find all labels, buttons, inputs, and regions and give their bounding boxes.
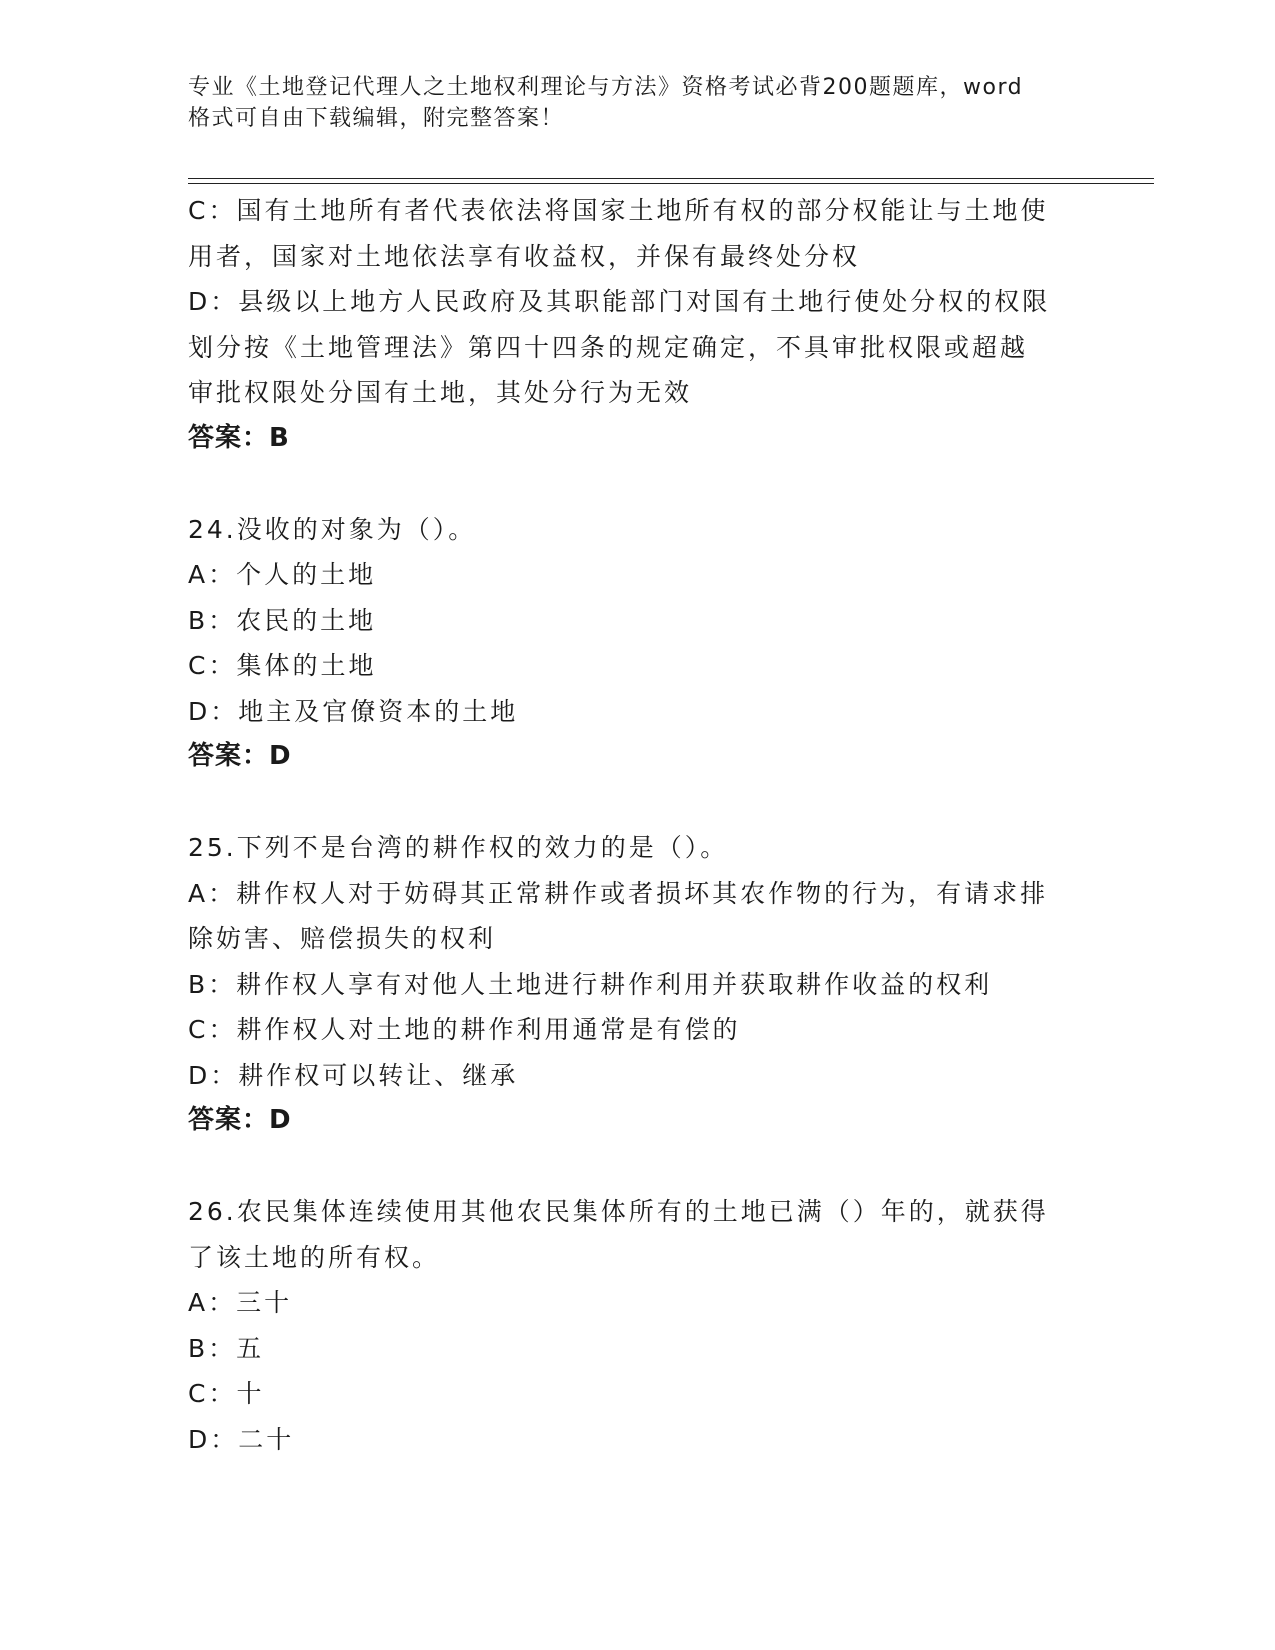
question-stem: 25.下列不是台湾的耕作权的效力的是（）。 [188, 833, 729, 862]
option-d: D：二十 [188, 1424, 295, 1454]
spacer [188, 1144, 1088, 1190]
answer-label: 答案：D [188, 1105, 292, 1135]
document-header [188, 72, 1068, 134]
header-line-2: 格式可自由下载编辑，附完整答案！ [188, 106, 565, 131]
question-24 [188, 507, 1088, 780]
option-c-line-1: C：国有土地所有者代表依法将国家土地所有权的部分权能让与土地使 [188, 196, 1049, 225]
option-d-line-1: D：县级以上地方人民政府及其职能部门对国有土地行使处分权的权限 [188, 287, 1051, 316]
option-c: C：十 [188, 1379, 265, 1408]
option-d-line-2: 划分按《土地管理法》第四十四条的规定确定，不具审批权限或超越 [188, 332, 1029, 362]
option-a: A：三十 [188, 1288, 293, 1317]
option-d: D：耕作权可以转让、继承 [188, 1060, 519, 1090]
question-25 [188, 825, 1088, 1144]
answer-label: 答案：B [188, 422, 290, 453]
question-23-continued [188, 188, 1088, 461]
question-stem-line-1: 26.农民集体连续使用其他农民集体所有的土地已满（）年的，就获得 [188, 1197, 1049, 1226]
option-c: C：集体的土地 [188, 651, 377, 680]
spacer [188, 461, 1088, 507]
answer-label: 答案：D [188, 741, 292, 771]
question-stem: 24.没收的对象为（）。 [188, 514, 477, 544]
option-c: C：耕作权人对土地的耕作利用通常是有偿的 [188, 1015, 741, 1044]
header-line-1: 专业《土地登记代理人之土地权利理论与方法》资格考试必背200题题库，word [188, 75, 1024, 100]
question-stem-line-2: 了该土地的所有权。 [188, 1242, 441, 1272]
document-body [188, 188, 1088, 1462]
option-b: B：农民的土地 [188, 605, 377, 635]
spacer [188, 780, 1088, 826]
option-a-line-2: 除妨害、赔偿损失的权利 [188, 924, 497, 953]
question-26 [188, 1189, 1088, 1462]
option-b: B：耕作权人享有对他人土地进行耕作利用并获取耕作收益的权利 [188, 969, 993, 999]
header-divider-top [188, 178, 1154, 179]
option-b: B：五 [188, 1333, 265, 1363]
option-d-line-3: 审批权限处分国有土地，其处分行为无效 [188, 378, 693, 407]
option-a: A：个人的土地 [188, 560, 377, 589]
option-a-line-1: A：耕作权人对于妨碍其正常耕作或者损坏其农作物的行为，有请求排 [188, 878, 1049, 908]
header-divider-bottom [188, 183, 1154, 184]
option-c-line-2: 用者，国家对土地依法享有收益权，并保有最终处分权 [188, 241, 861, 271]
option-d: D：地主及官僚资本的土地 [188, 696, 519, 726]
